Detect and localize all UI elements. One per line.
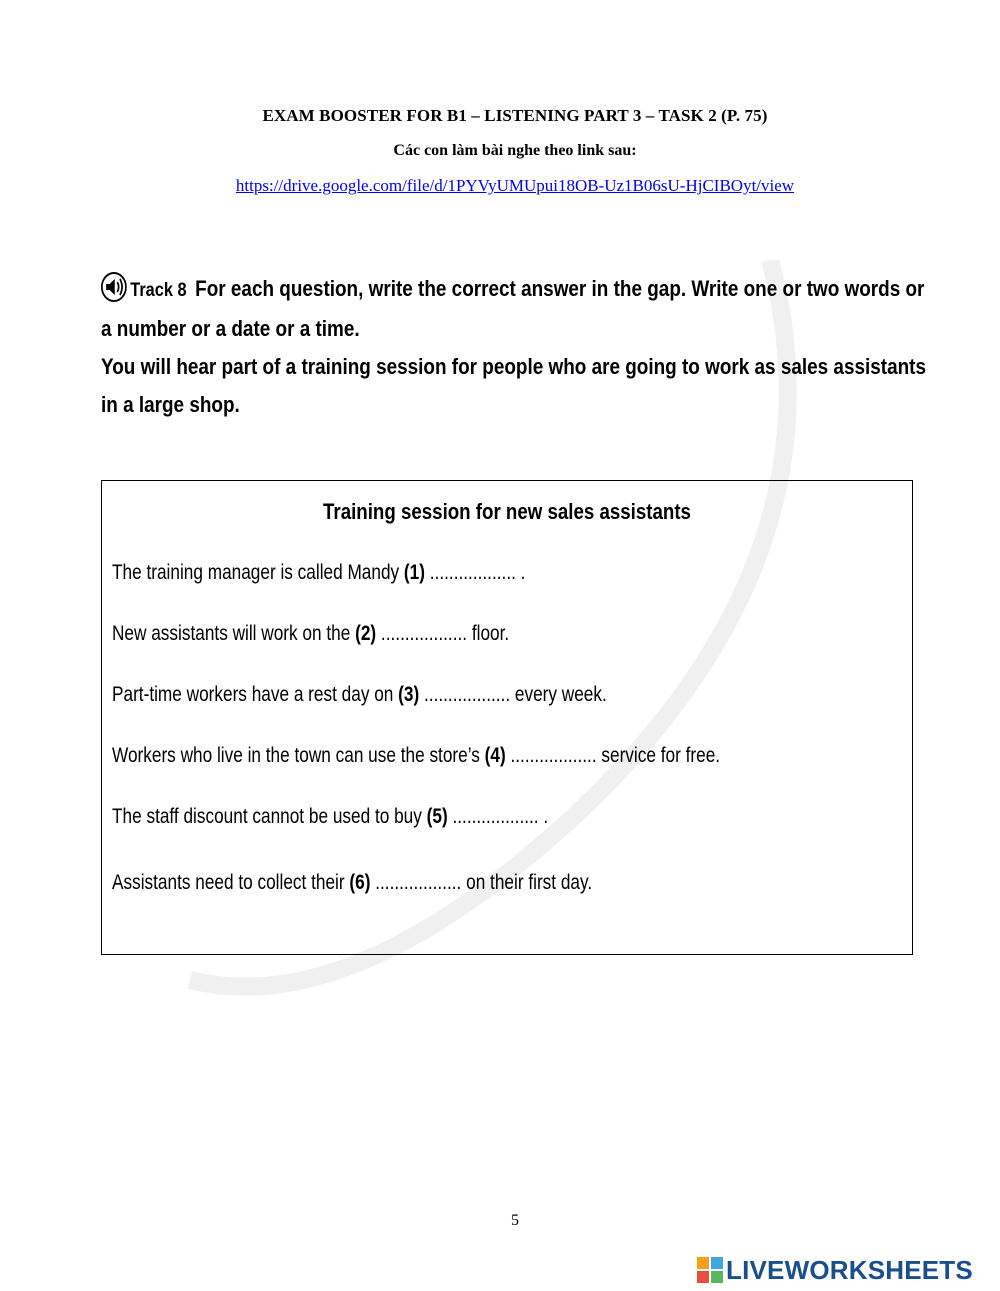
question-5: The staff discount cannot be used to buy (5) .................. . <box>112 805 549 828</box>
questions-box <box>101 480 913 955</box>
instruction-line-1: For each question, write the correct answer in the gap. Write one or two words or a number or a date or a time. <box>101 276 925 341</box>
question-6: Assistants need to collect their (6) .................. on their first day. <box>112 871 593 894</box>
brand-name: LIVEWORKSHEETS <box>726 1254 973 1285</box>
document-title: EXAM BOOSTER FOR B1 – LISTENING PART 3 – TASK 2 (P. 75) <box>262 106 768 125</box>
instructions <box>101 270 927 424</box>
question-1: The training manager is called Mandy (1) .................. . <box>112 561 526 584</box>
track-label: Track 8 <box>130 280 187 301</box>
document-subtitle: Các con làm bài nghe theo link sau: <box>393 142 637 159</box>
audio-link[interactable]: https://drive.google.com/file/d/1PYVyUMUpui18OB-Uz1B06sU-HjCIBOyt/view <box>235 176 795 195</box>
speaker-icon <box>101 272 127 302</box>
instruction-line-2: You will hear part of a training session for people who are going to work as sales assistants in a large shop. <box>101 354 926 417</box>
liveworksheets-logo-icon <box>697 1257 723 1283</box>
brand-logo-container[interactable] <box>697 1254 973 1286</box>
question-4: Workers who live in the town can use the store’s (4) .................. service for free. <box>112 744 721 767</box>
question-3: Part-time workers have a rest day on (3) .................. every week. <box>112 683 607 706</box>
page-number: 5 <box>511 1212 519 1229</box>
box-title: Training session for new sales assistants <box>323 499 691 524</box>
question-2: New assistants will work on the (2) .................. floor. <box>112 622 510 645</box>
audio-link-container <box>0 176 1000 196</box>
